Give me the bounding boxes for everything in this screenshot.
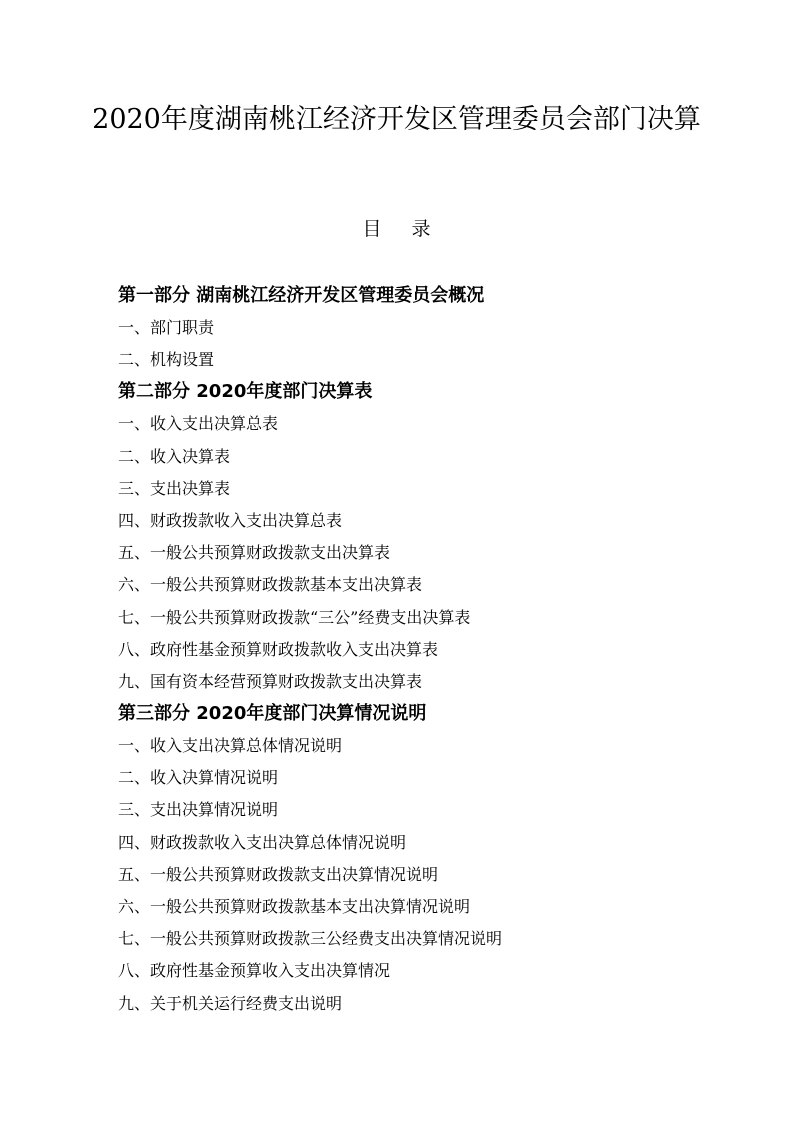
toc-part-2-title: 第二部分 2020年度部门决算表 [118,381,373,403]
toc-item: 八、政府性基金预算财政拨款收入支出决算表 [118,639,439,659]
toc-item: 七、一般公共预算财政拨款三公经费支出决算情况说明 [118,929,503,949]
toc-item: 四、财政拨款收入支出决算总体情况说明 [118,832,407,852]
toc-item: 五、一般公共预算财政拨款支出决算表 [118,543,391,563]
toc-item: 六、一般公共预算财政拨款基本支出决算表 [118,575,423,595]
toc-item: 一、收入支出决算总体情况说明 [118,736,343,756]
toc-item: 九、关于机关运行经费支出说明 [118,993,343,1013]
table-of-contents [118,280,738,1020]
toc-item: 二、机构设置 [118,350,215,370]
toc-item: 二、收入决算表 [118,446,231,466]
toc-item: 三、支出决算表 [118,478,231,498]
toc-item: 一、部门职责 [118,318,215,337]
toc-item: 七、一般公共预算财政拨款“三公”经费支出决算表 [118,607,471,627]
toc-part-1-title: 第一部分 湖南桃江经济开发区管理委员会概况 [118,285,485,306]
toc-item: 二、收入决算情况说明 [118,768,279,788]
toc-heading: 目 录 [362,218,443,240]
toc-item: 四、财政拨款收入支出决算总表 [118,510,343,530]
toc-item: 三、支出决算情况说明 [118,800,279,820]
toc-item: 九、国有资本经营预算财政拨款支出决算表 [118,671,423,691]
toc-item: 五、一般公共预算财政拨款支出决算情况说明 [118,864,439,884]
toc-item: 一、收入支出决算总表 [118,414,279,434]
document-title: 2020年度湖南桃江经济开发区管理委员会部门决算 [92,104,701,135]
toc-item: 八、政府性基金预算收入支出决算情况 [118,961,391,981]
toc-part-3-title: 第三部分 2020年度部门决算情况说明 [118,703,427,725]
toc-item: 六、一般公共预算财政拨款基本支出决算情况说明 [118,897,471,916]
